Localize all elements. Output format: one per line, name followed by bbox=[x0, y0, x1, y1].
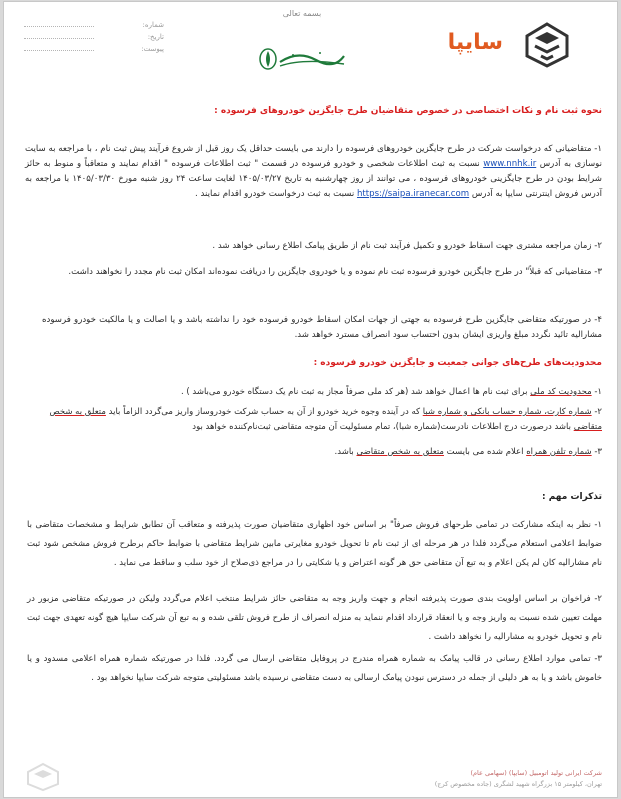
item-text: برای ثبت نام ها اعمال خواهد شد (هر کد ملی صرفاً مجاز به ثبت نام یک دستگاه خودرو می‌باشد ) . bbox=[180, 387, 528, 397]
letter-meta bbox=[119, 19, 164, 55]
footer-company-name: شرکت ایرانی تولید اتومبیل (سایپا) (سهامی عام) bbox=[470, 769, 602, 777]
restriction-item-2 bbox=[42, 405, 602, 435]
owner-note: متعلق به شخص متقاضی bbox=[49, 407, 602, 432]
meta-number: شماره: bbox=[142, 21, 164, 29]
footer-address: تهران، کیلومتر ۱۵ بزرگراه شهید لشگری (جاده مخصوص کرج) bbox=[434, 780, 602, 788]
important-notes-title: تذکرات مهم : bbox=[542, 492, 602, 502]
paragraph-4: ۴- در صورتیکه متقاضی جایگزین طرح فرسوده به جهتی از جهات امکان اسقاط خودرو فرسوده خود را نداشته باشد و یا اصالت و یا مالکیت خودرو فرسوده مشارالیه تائید نگردد مبلغ واریزی ایشان بدون احتساب سود انصراف مسترد خواهد شد. bbox=[42, 315, 602, 340]
saipa-logo-icon bbox=[523, 22, 571, 68]
saipa-logo bbox=[445, 22, 575, 68]
bank-account-note: شماره کارت، شماره حساب بانکی و شماره شبا bbox=[422, 407, 592, 417]
item-number: ۱- bbox=[594, 387, 602, 397]
section-title-registration: نحوه ثبت نام و نکات اختصاصی در خصوص متقاضیان طرح جایگزین خودروهای فرسوده : bbox=[214, 106, 602, 116]
meta-line bbox=[24, 30, 94, 39]
paragraph-1-text-a: ۱- متقاضیانی که درخواست شرکت در طرح جایگزین خودروهای فرسوده را دارند می بایست حداقل یک روز قبل از شروع فرآیند پیش ثبت نام ، با مراجعه به سایت نوسازی به آدرس bbox=[25, 144, 602, 169]
item-number: ۳- bbox=[594, 447, 602, 457]
document-page bbox=[3, 1, 618, 798]
meta-attachment: پیوست: bbox=[141, 45, 164, 53]
paragraph-1 bbox=[25, 142, 602, 202]
item-text: که در آینده وجوه خرید خودرو از آن به حساب شرکت خودروساز واریز می‌گردد الزاماً باید bbox=[108, 407, 421, 417]
owner-note: متعلق به شخص متقاضی bbox=[356, 447, 444, 457]
item-text: باشد درصورت درج اطلاعات نادرست(شماره شبا)، تمام مسئولیت آن متوجه متقاضی ثبت‌نام‌کننده خواهد بود bbox=[192, 422, 571, 432]
item-text: باشد. bbox=[334, 447, 354, 457]
national-code-restriction: محدودیت کد ملی bbox=[530, 387, 592, 397]
paragraph-2: ۲- زمان مراجعه مشتری جهت اسقاط خودرو و تکمیل فرآیند ثبت نام از طریق پیامک اطلاع رسانی خواهد شد . bbox=[212, 241, 602, 251]
company-footer bbox=[42, 768, 602, 790]
mobile-number-note: شماره تلفن همراه bbox=[526, 447, 592, 457]
paragraph-3: ۳- متقاضیانی که قبلاً" در طرح جایگزین خودرو فرسوده ثبت نام نموده و یا خودروی جایگزین را دریافت نموده‌اند امکان ثبت نام مجدد را نخواهند داشت. bbox=[68, 267, 602, 277]
basmala-text: بسمه تعالی bbox=[282, 9, 322, 18]
economy-emblem bbox=[258, 46, 348, 72]
paragraph-1-text-c: نسبت به ثبت درخواست خودرو اقدام نمایند . bbox=[195, 189, 355, 199]
meta-line bbox=[24, 42, 94, 51]
meta-date: تاریخ: bbox=[147, 33, 164, 41]
item-text: اعلام شده می بایست bbox=[446, 447, 524, 457]
nnhk-link[interactable]: www.nnhk.ir bbox=[483, 159, 537, 169]
restriction-item-3 bbox=[42, 445, 602, 460]
paragraph-1-text-b: نسبت به ثبت اطلاعات شخصی و خودرو فرسوده در قسمت " ثبت اطلاعات فرسوده " اقدام نمایند و متعاقباً و منوط به حائز شرایط بودن در طرح جایگزینی خودروهای فرسوده ، می توانند از روز چهارشنبه به تاریخ ۱۴۰۵/۰۳/۲۷ لغایت ساعت ۲۴ روز شنبه مورخ ۱۴۰۵/۰۳/۳۰ با مراجعه به آدرس فروش اینترنتی سایپا به آدرس bbox=[25, 159, 602, 199]
restriction-item-1 bbox=[42, 385, 602, 400]
saipa-iranecar-link[interactable]: https://saipa.iranecar.com bbox=[356, 189, 470, 199]
note-3: ۳- تمامی موارد اطلاع رسانی در قالب پیامک به شماره همراه مندرج در پروفایل متقاضی ارسال می گردد. فلذا در صورتیکه شماره همراه اعلامی مسدود و یا خاموش باشد و یا به هر دلیلی از جمله در دسترس نبودن پیامک ارسالی به دست متقاضی نرسیده باشد مسئولیتی متوجه شرکت سایپا نخواهد بود . bbox=[27, 654, 602, 683]
meta-line bbox=[24, 18, 94, 27]
logo-wordmark: سایپا bbox=[447, 30, 503, 55]
note-1: ۱- نظر به اینکه مشارکت در تمامی طرحهای فروش صرفاً" بر اساس خود اظهاری متقاضیان صورت پذیرفته و متعاقب آن تطابق شرایط و مشخصات متقاضی با ضوابط اعلامی استعلام می‌گردد فلذا در هر مرحله ای از ثبت نام تا تحویل خودرو مغایرتی مابین شرایط متقاضی با ضوابط حاکم برطرح فروش مشخص شود ثبت نام مشارالیه کان لم یکن اعلام و به تبع آن متقاضی حق هر گونه اعتراض و یا شکایتی را در مراجع ذی‌صلاح از خود سلب و ساقط می نماید . bbox=[27, 520, 602, 568]
section-title-restrictions: محدودیت‌های طرح‌های جوانی جمعیت و جایگزین خودرو فرسوده : bbox=[313, 358, 602, 368]
note-2: ۲- فراخوان بر اساس اولویت بندی صورت پذیرفته انجام و جهت واریز وجه به متقاضی حائز شرایط منتخب اعلام می‌گردد ولیکن در صورتیکه متقاضی مزبور در مهلت تعیین شده نسبت به واریز وجه و یا انعقاد قرارداد اقدام ننماید به منزله انصراف از طرح فروش تلقی شده و به تبع آن شرکت سایپا هیچ گونه تعهدی جهت ثبت نام و تحویل خودرو به مشارالیه را نخواهد داشت . bbox=[27, 594, 602, 642]
logo-watermark-icon bbox=[24, 762, 62, 792]
item-number: ۲- bbox=[594, 407, 602, 417]
